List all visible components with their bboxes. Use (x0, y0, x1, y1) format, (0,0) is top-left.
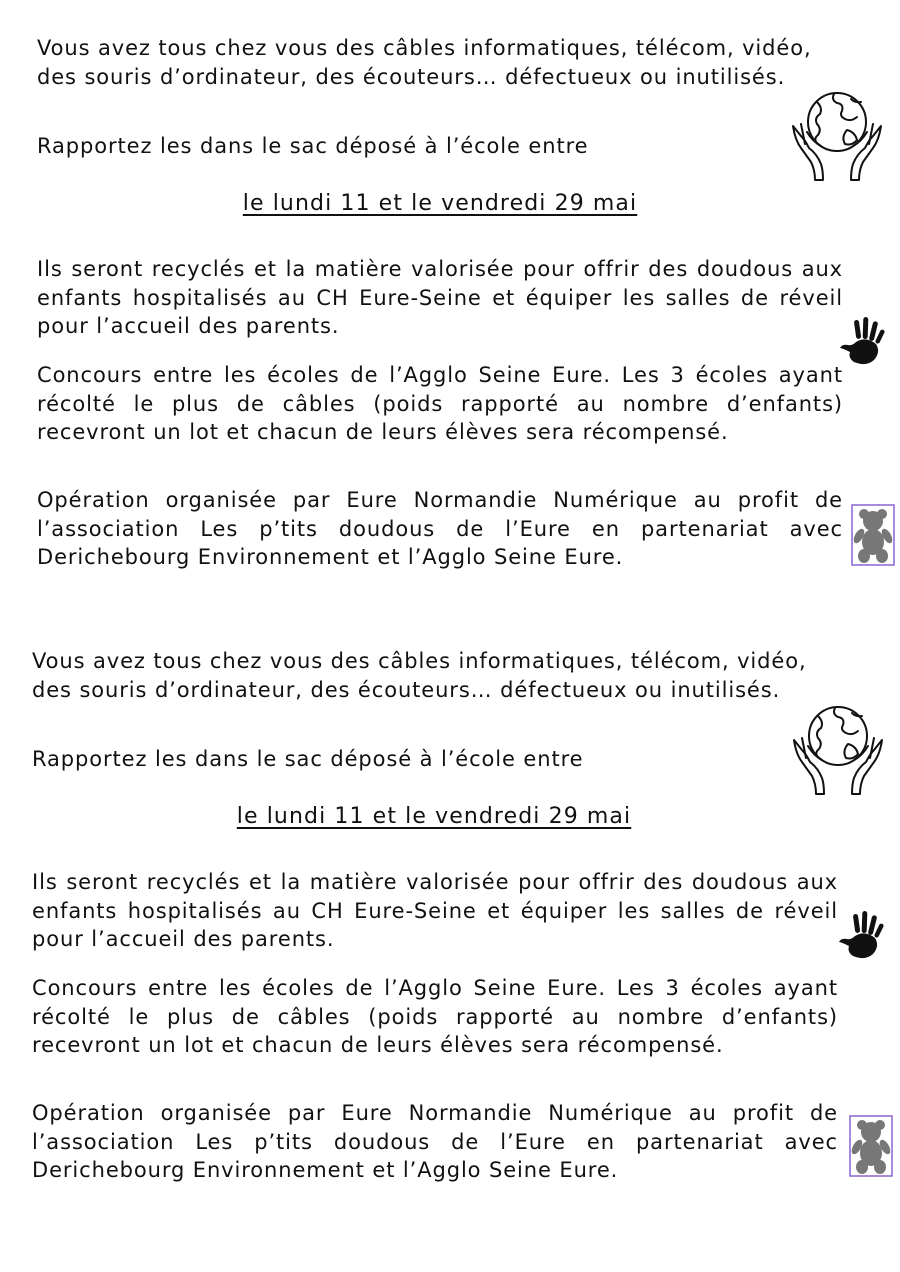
handprint-icon (833, 906, 889, 962)
flyer-block-2 (0, 613, 900, 1225)
teddy-bear-icon (849, 1115, 893, 1177)
handprint-icon (834, 312, 890, 368)
contest-paragraph: Concours entre les écoles de l’Agglo Seine Eure. Les 3 écoles ayant récolté le plus de câbles (poids rapporté au nombre d’enfants) recevront un lot et chacun de leurs élèves sera récompensé. (32, 976, 838, 1057)
recycle-paragraph: Ils seront recyclés et la matière valorisée pour offrir des doudous aux enfants hospitalisés au CH Eure-Seine et équiper les salles de réveil pour l’accueil des parents. (37, 257, 843, 338)
collection-dates: le lundi 11 et le vendredi 29 mai (236, 804, 632, 829)
flyer-block-1 (0, 0, 900, 612)
organizer-paragraph: Opération organisée par Eure Normandie Numérique au profit de l’association Les p’tits doudous de l’Eure en partenariat avec Derichebourg Environnement et l’Agglo Seine Eure. (37, 488, 843, 569)
bring-back-line: Rapportez les dans le sac déposé à l’école entre (32, 747, 584, 771)
teddy-bear-icon (851, 504, 895, 566)
intro-paragraph: Vous avez tous chez vous des câbles informatiques, télécom, vidéo, des souris d’ordinateur, des écouteurs… défectueux ou inutilisés. (32, 649, 807, 702)
contest-paragraph: Concours entre les écoles de l’Agglo Seine Eure. Les 3 écoles ayant récolté le plus de câbles (poids rapporté au nombre d’enfants) recevront un lot et chacun de leurs élèves sera récompensé. (37, 363, 843, 444)
intro-paragraph: Vous avez tous chez vous des câbles informatiques, télécom, vidéo, des souris d’ordinateur, des écouteurs… défectueux ou inutilisés. (37, 36, 812, 89)
collection-dates: le lundi 11 et le vendredi 29 mai (242, 191, 638, 216)
organizer-paragraph: Opération organisée par Eure Normandie Numérique au profit de l’association Les p’tits doudous de l’Eure en partenariat avec Derichebourg Environnement et l’Agglo Seine Eure. (32, 1101, 838, 1182)
globe-in-hands-icon (787, 86, 887, 186)
globe-in-hands-icon (788, 700, 888, 800)
bring-back-line: Rapportez les dans le sac déposé à l’école entre (37, 134, 589, 158)
recycle-paragraph: Ils seront recyclés et la matière valorisée pour offrir des doudous aux enfants hospitalisés au CH Eure-Seine et équiper les salles de réveil pour l’accueil des parents. (32, 870, 838, 951)
